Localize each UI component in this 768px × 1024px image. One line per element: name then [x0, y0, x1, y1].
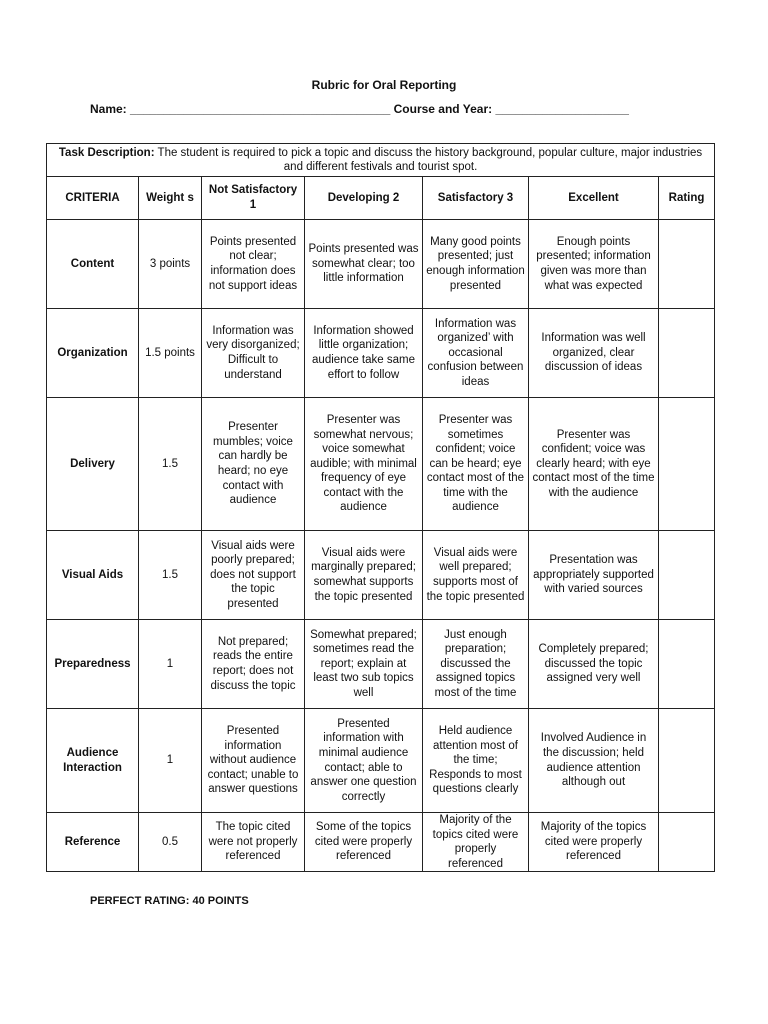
table-row [47, 620, 715, 709]
developing-cell: Visual aids were marginally prepared; somewhat supports the topic presented [305, 531, 423, 620]
not-satisfactory-cell: Presented information without audience contact; unable to answer questions [202, 709, 305, 813]
excellent-cell: Completely prepared; discussed the topic assigned very well [529, 620, 659, 709]
criteria-cell: Organization [47, 309, 139, 398]
satisfactory-cell: Just enough preparation; discussed the assigned topics most of the time [423, 620, 529, 709]
not-satisfactory-cell: Information was very disorganized; Difficult to understand [202, 309, 305, 398]
not-satisfactory-cell: Presenter mumbles; voice can hardly be heard; no eye contact with audience [202, 398, 305, 531]
criteria-cell: Visual Aids [47, 531, 139, 620]
criteria-cell: Delivery [47, 398, 139, 531]
rating-cell[interactable] [659, 709, 715, 813]
developing-cell: Somewhat prepared; sometimes read the report; explain at least two sub topics well [305, 620, 423, 709]
developing-cell: Information showed little organization; audience take same effort to follow [305, 309, 423, 398]
not-satisfactory-cell: Points presented not clear; information does not support ideas [202, 220, 305, 309]
satisfactory-cell: Held audience attention most of the time; Responds to most questions clearly [423, 709, 529, 813]
table-row [47, 398, 715, 531]
excellent-cell: Information was well organized, clear discussion of ideas [529, 309, 659, 398]
developing-cell: Points presented was somewhat clear; too little information [305, 220, 423, 309]
table-row [47, 531, 715, 620]
not-satisfactory-cell: Visual aids were poorly prepared; does not support the topic presented [202, 531, 305, 620]
satisfactory-cell: Visual aids were well prepared; supports most of the topic presented [423, 531, 529, 620]
criteria-cell: Audience Interaction [47, 709, 139, 813]
table-row [47, 309, 715, 398]
header-developing: Developing 2 [305, 177, 423, 220]
criteria-cell: Preparedness [47, 620, 139, 709]
weight-cell: 1.5 [139, 398, 202, 531]
rating-cell[interactable] [659, 398, 715, 531]
criteria-cell: Content [47, 220, 139, 309]
weight-cell: 3 points [139, 220, 202, 309]
weight-cell: 1.5 [139, 531, 202, 620]
name-course-year-line: Name: _______________________________________ Course and Year: ____________________ [90, 102, 629, 116]
task-description-cell [47, 144, 715, 177]
header-rating: Rating [659, 177, 715, 220]
task-description-text: The student is required to pick a topic and discuss the history background, popular culture, major industries and different festivals and tourist spot. [157, 147, 703, 173]
table-header-row [47, 177, 715, 220]
task-description-label: Task Description: [58, 147, 155, 159]
developing-cell: Some of the topics cited were properly referenced [305, 813, 423, 872]
task-description-row [47, 144, 715, 177]
weight-cell: 1 [139, 709, 202, 813]
header-criteria: CRITERIA [47, 177, 139, 220]
table-row [47, 813, 715, 872]
rating-cell[interactable] [659, 309, 715, 398]
header-excellent: Excellent [529, 177, 659, 220]
weight-cell: 0.5 [139, 813, 202, 872]
developing-cell: Presented information with minimal audience contact; able to answer one question correctly [305, 709, 423, 813]
header-weights: Weight s [139, 177, 202, 220]
weight-cell: 1 [139, 620, 202, 709]
satisfactory-cell: Information was organized’ with occasional confusion between ideas [423, 309, 529, 398]
excellent-cell: Enough points presented; information given was more than what was expected [529, 220, 659, 309]
excellent-cell: Presentation was appropriately supported with varied sources [529, 531, 659, 620]
rubric-table [46, 143, 715, 872]
rating-cell[interactable] [659, 220, 715, 309]
table-row [47, 220, 715, 309]
satisfactory-cell: Majority of the topics cited were properly referenced [423, 813, 529, 872]
rating-cell[interactable] [659, 620, 715, 709]
header-not-satisfactory: Not Satisfactory 1 [202, 177, 305, 220]
not-satisfactory-cell: The topic cited were not properly referenced [202, 813, 305, 872]
document-title: Rubric for Oral Reporting [311, 78, 457, 92]
weight-cell: 1.5 points [139, 309, 202, 398]
satisfactory-cell: Many good points presented; just enough information presented [423, 220, 529, 309]
table-row [47, 709, 715, 813]
excellent-cell: Involved Audience in the discussion; held audience attention although out [529, 709, 659, 813]
satisfactory-cell: Presenter was sometimes confident; voice can be heard; eye contact most of the time with the audience [423, 398, 529, 531]
perfect-rating-note: PERFECT RATING: 40 POINTS [90, 895, 249, 907]
rating-cell[interactable] [659, 531, 715, 620]
rating-cell[interactable] [659, 813, 715, 872]
developing-cell: Presenter was somewhat nervous; voice somewhat audible; with minimal frequency of eye contact with the audience [305, 398, 423, 531]
excellent-cell: Majority of the topics cited were properly referenced [529, 813, 659, 872]
header-satisfactory: Satisfactory 3 [423, 177, 529, 220]
excellent-cell: Presenter was confident; voice was clearly heard; with eye contact most of the time with the audience [529, 398, 659, 531]
not-satisfactory-cell: Not prepared; reads the entire report; does not discuss the topic [202, 620, 305, 709]
criteria-cell: Reference [47, 813, 139, 872]
